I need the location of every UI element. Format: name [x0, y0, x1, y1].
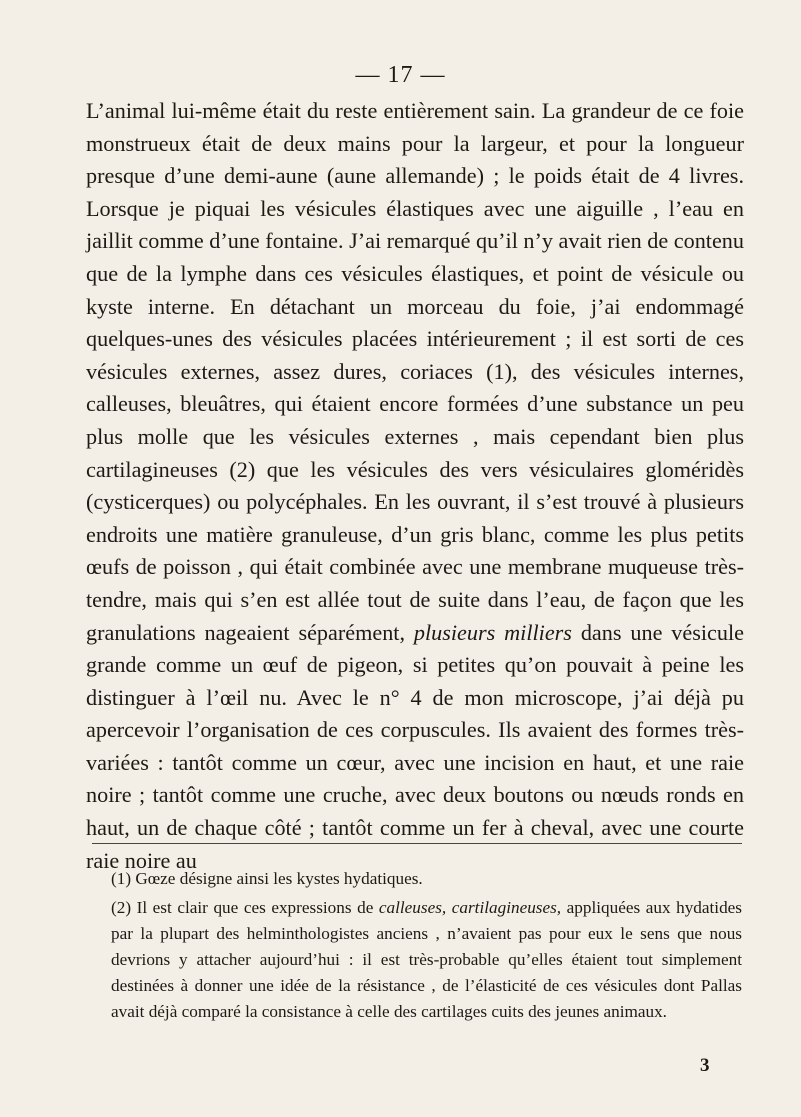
main-paragraph: [86, 95, 744, 877]
footnote-1-marker: (1): [111, 869, 132, 888]
footnote-1-text: Gœze désigne ainsi les kystes hydatiques.: [131, 869, 423, 888]
page-number: — 17 —: [355, 62, 446, 88]
printer-signature: 3: [700, 1055, 710, 1076]
footnotes: [111, 866, 742, 1026]
footnote-2-italic: calleuses, cartilagineuses,: [378, 898, 562, 918]
footnote-2: [111, 895, 742, 1025]
footnote-2-text-after: appliquées aux hydatides par la plupart des helminthologistes anciens , n’avaient pas pour eux le sens que nous devrions y attacher aujourd’hui : il est très-probable qu’elles étaient tout simplement destinées à donner une idée de la résistance , de l’élasticité de ces vésicules dont Pallas avait déjà comparé la consistance à celle des cartilages cuits des jeunes animaux.: [111, 898, 742, 1022]
footnote-1: [111, 866, 742, 892]
paragraph-text-after-italic: dans une vésicule grande comme un œuf de pigeon, si petites qu’on pouvait à peine les distinguer à l’œil nu. Avec le n° 4 de mon microscope, j’ai déjà pu apercevoir l’organisation de ces corpuscules. Ils avaient des formes très-variées : tantôt comme un cœur, avec une incision en haut, et une raie noire ; tantôt comme une cruche, avec deux boutons ou nœuds ronds en haut, un de chaque côté ; tantôt comme un fer à cheval, avec une courte raie noire au: [86, 619, 744, 873]
italic-phrase: plusieurs milliers: [413, 619, 572, 645]
footnote-2-text-before: Il est clair que ces expressions de: [131, 898, 379, 918]
main-text: [86, 95, 744, 877]
footnote-divider: [92, 843, 742, 844]
paragraph-text-before-italic: L’animal lui-même était du reste entièrement sain. La grandeur de ce foie monstrueux était de deux mains pour la largeur, et pour la longueur presque d’une demi-aune (aune allemande) ; le poids était de 4 livres. Lorsque je piquai les vésicules élastiques avec une aiguille , l’eau en jaillit comme d’une fontaine. J’ai remarqué qu’il n’y avait rien de contenu que de la lymphe dans ces vésicules élastiques, et point de vésicule ou kyste interne. En détachant un morceau du foie, j’ai endommagé quelques-unes des vésicules placées intérieurement ; il est sorti de ces vésicules externes, assez dures, coriaces (1), des vésicules internes, calleuses, bleuâtres, qui étaient encore formées d’une substance un peu plus molle que les vésicules externes , mais cependant bien plus cartilagineuses (2) que les vésicules des vers vésiculaires gloméridès (cysticerques) ou polycéphales. En les ouvrant, il s’est trouvé à plusieurs endroits une matière granuleuse, d’un gris blanc, comme les plus petits œufs de poisson , qui était combinée avec une membrane muqueuse très-tendre, mais qui s’en est allée tout de suite dans l’eau, de façon que les granulations nageaient séparément,: [86, 98, 744, 645]
footnote-2-marker: (2): [111, 898, 132, 918]
